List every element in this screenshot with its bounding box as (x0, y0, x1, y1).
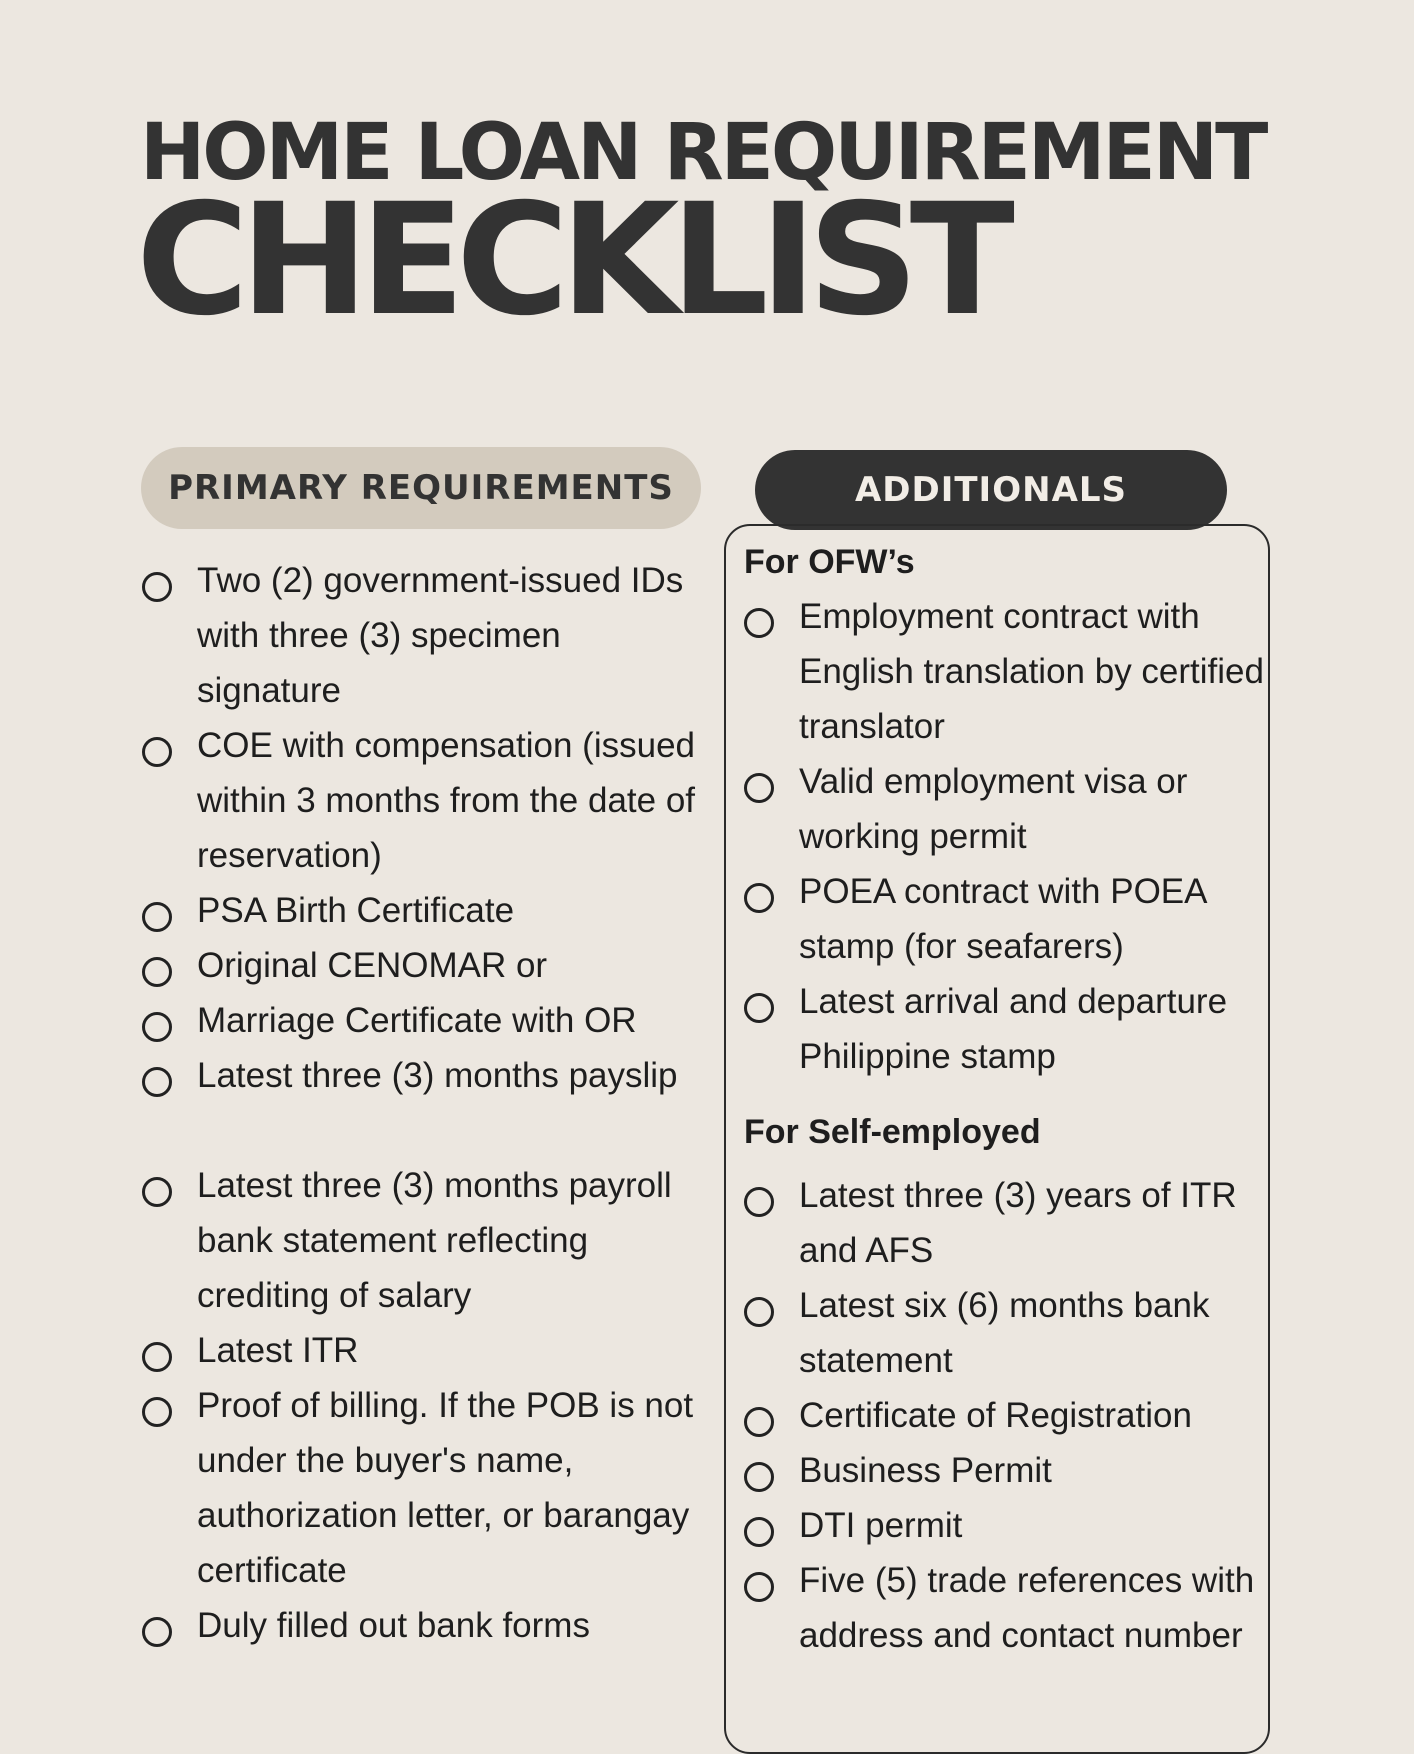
checkbox-circle-icon[interactable] (142, 957, 172, 987)
checklist-item[interactable] (744, 1168, 1264, 1278)
checkbox-circle-icon[interactable] (142, 1177, 172, 1207)
checklist-item[interactable] (142, 1048, 702, 1103)
additionals-heading: ADDITIONALS (755, 450, 1227, 530)
checklist-item[interactable] (142, 993, 702, 1048)
checklist-item[interactable] (744, 1388, 1264, 1443)
checklist-item[interactable] (142, 718, 702, 883)
checklist-item[interactable] (744, 589, 1264, 754)
checkbox-circle-icon[interactable] (142, 572, 172, 602)
checklist-item[interactable] (142, 883, 702, 938)
checkbox-circle-icon[interactable] (142, 1012, 172, 1042)
checklist-item-text: Latest three (3) months payslip (197, 1056, 678, 1095)
checklist-item-text: Valid employment visa or working permit (799, 762, 1188, 856)
checklist-item-text: Duly filled out bank forms (197, 1606, 590, 1645)
checkbox-circle-icon[interactable] (142, 902, 172, 932)
checklist-item[interactable] (744, 974, 1264, 1084)
ofw-subheading: For OFW’s (744, 543, 915, 581)
checklist-item-text: PSA Birth Certificate (197, 891, 515, 930)
checklist-item-text: POEA contract with POEA stamp (for seafarers) (799, 872, 1206, 966)
checkbox-circle-icon[interactable] (744, 608, 774, 638)
checkbox-circle-icon[interactable] (142, 1617, 172, 1647)
checklist-item[interactable] (744, 864, 1264, 974)
checkbox-circle-icon[interactable] (744, 1572, 774, 1602)
checklist-item[interactable] (744, 754, 1264, 864)
checklist-item[interactable] (142, 1378, 702, 1598)
checkbox-circle-icon[interactable] (142, 1342, 172, 1372)
checklist-item-text: Employment contract with English translation by certified translator (799, 597, 1264, 746)
checklist-item[interactable] (142, 1598, 702, 1653)
checklist-item[interactable] (744, 1498, 1264, 1553)
checkbox-circle-icon[interactable] (744, 1407, 774, 1437)
checklist-item-text: Latest ITR (197, 1331, 359, 1370)
title-line-2: CHECKLIST (136, 171, 1006, 350)
checklist-item-text: Marriage Certificate with OR (197, 1001, 637, 1040)
primary-requirements-heading: PRIMARY REQUIREMENTS (141, 447, 701, 529)
self-employed-subheading: For Self-employed (744, 1113, 1041, 1151)
checklist-item-text: Business Permit (799, 1451, 1052, 1490)
checklist-item[interactable] (744, 1553, 1264, 1663)
checklist-item[interactable] (142, 938, 702, 993)
checkbox-circle-icon[interactable] (744, 1187, 774, 1217)
checklist-item-text: Latest three (3) months payroll bank statement reflecting crediting of salary (197, 1166, 672, 1315)
checklist-item-text: Two (2) government-issued IDs with three (3) specimen signature (197, 561, 684, 710)
checkbox-circle-icon[interactable] (744, 1517, 774, 1547)
checkbox-circle-icon[interactable] (142, 737, 172, 767)
checklist-item-text: Latest three (3) years of ITR and AFS (799, 1176, 1237, 1270)
checklist-item[interactable] (744, 1278, 1264, 1388)
checklist-item[interactable] (744, 1443, 1264, 1498)
checkbox-circle-icon[interactable] (744, 993, 774, 1023)
checklist-item-text: COE with compensation (issued within 3 months from the date of reservation) (197, 726, 696, 875)
checkbox-circle-icon[interactable] (142, 1397, 172, 1427)
checklist-item-text: Proof of billing. If the POB is not under the buyer's name, authorization letter, or barangay certificate (197, 1386, 694, 1590)
checkbox-circle-icon[interactable] (744, 1297, 774, 1327)
checkbox-circle-icon[interactable] (744, 773, 774, 803)
checklist-item-text: Original CENOMAR or (197, 946, 548, 985)
checklist-item-text: Latest arrival and departure Philippine stamp (799, 982, 1228, 1076)
checkbox-circle-icon[interactable] (142, 1067, 172, 1097)
checklist-item-text: Five (5) trade references with address and contact number (799, 1561, 1255, 1655)
checklist-item-text: Certificate of Registration (799, 1396, 1192, 1435)
checklist-item[interactable] (142, 1323, 702, 1378)
checklist-item[interactable] (142, 1158, 702, 1323)
checklist-item-text: Latest six (6) months bank statement (799, 1286, 1210, 1380)
checkbox-circle-icon[interactable] (744, 1462, 774, 1492)
title-line-1: HOME LOAN REQUIREMENT (140, 108, 1266, 198)
checkbox-circle-icon[interactable] (744, 883, 774, 913)
checklist-item[interactable] (142, 553, 702, 718)
checklist-item-text: DTI permit (799, 1506, 963, 1545)
